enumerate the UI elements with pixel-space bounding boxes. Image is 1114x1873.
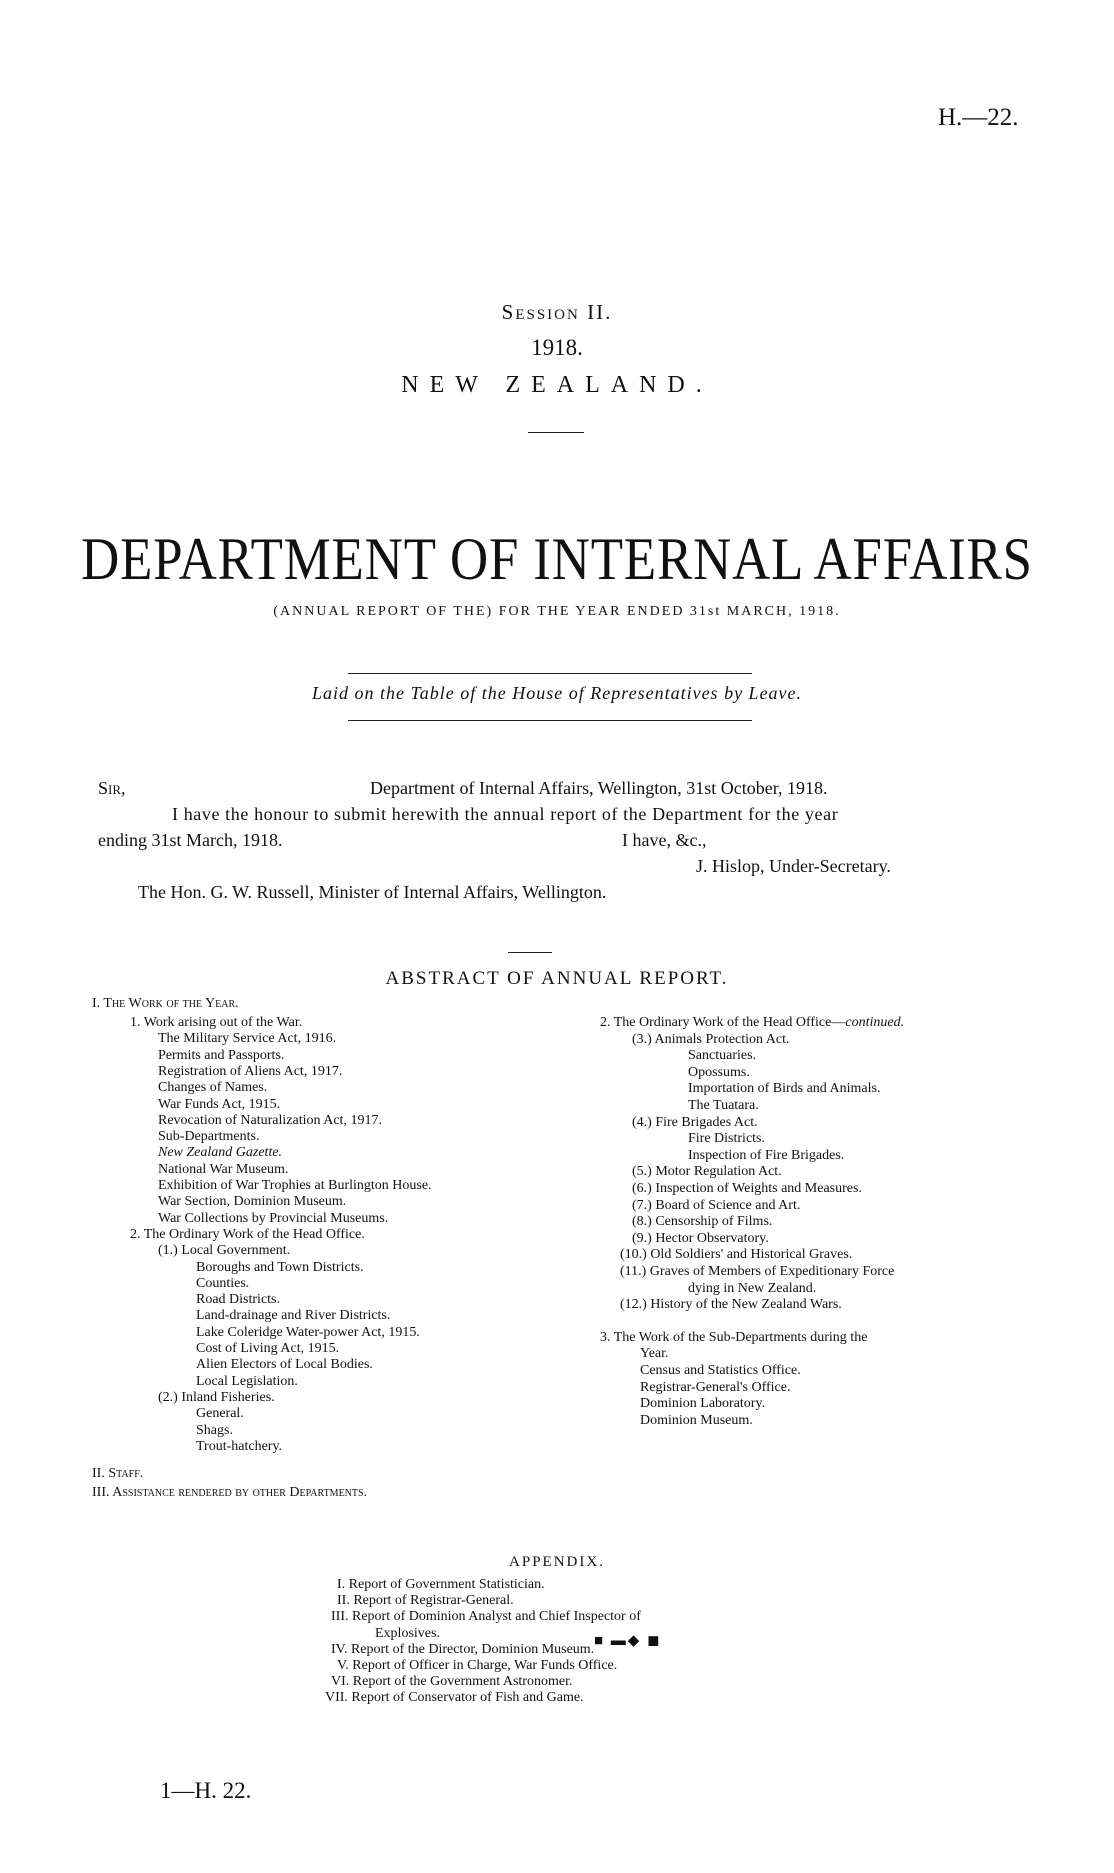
abstract-heading: ABSTRACT OF ANNUAL REPORT.	[385, 968, 729, 989]
footer-signature: 1—H. 22.	[160, 1778, 252, 1803]
abstract-item: Counties.	[196, 1276, 250, 1291]
letter-body-line: I have the honour to submit herewith the annual report of the Department for the year	[172, 804, 839, 824]
abstract-item: Boroughs and Town Districts.	[196, 1260, 364, 1275]
abstract-item: Changes of Names.	[158, 1080, 268, 1095]
document-title: DEPARTMENT OF INTERNAL AFFAIRS	[81, 526, 1033, 592]
appendix-item: VII. Report of Conservator of Fish and Game.	[325, 1690, 584, 1706]
abstract-item: (7.) Board of Science and Art.	[632, 1198, 801, 1213]
abstract-item: Registration of Aliens Act, 1917.	[158, 1064, 343, 1079]
document-subtitle: (ANNUAL REPORT OF THE) FOR THE YEAR ENDED 31st MARCH, 1918.	[273, 604, 841, 619]
abstract-item: Importation of Birds and Animals.	[688, 1081, 881, 1096]
abstract-section-title: II. Staff.	[92, 1466, 144, 1481]
divider	[348, 673, 752, 674]
page-reference: H.—22.	[938, 104, 1019, 131]
letter-body-line: ending 31st March, 1918.	[98, 830, 283, 850]
divider	[528, 432, 584, 433]
abstract-item: New Zealand Gazette.	[158, 1145, 283, 1160]
abstract-item: dying in New Zealand.	[688, 1281, 817, 1296]
appendix-item: IV. Report of the Director, Dominion Museum.	[331, 1641, 595, 1657]
abstract-item: Cost of Living Act, 1915.	[196, 1341, 340, 1356]
abstract-item: Sanctuaries.	[688, 1048, 757, 1063]
abstract-item: 2. The Ordinary Work of the Head Office—continued.	[600, 1015, 905, 1030]
abstract-item: (6.) Inspection of Weights and Measures.	[632, 1181, 862, 1196]
divider	[508, 952, 552, 953]
abstract-item: (1.) Local Government.	[158, 1243, 291, 1258]
abstract-item: 3. The Work of the Sub-Departments during the	[600, 1330, 868, 1345]
abstract-item: 1. Work arising out of the War.	[130, 1015, 303, 1030]
abstract-item: (8.) Censorship of Films.	[632, 1214, 773, 1229]
abstract-item: War Funds Act, 1915.	[158, 1097, 281, 1112]
abstract-item: The Military Service Act, 1916.	[158, 1031, 337, 1046]
appendix-item: VI. Report of the Government Astronomer.	[331, 1674, 573, 1690]
appendix-item: II. Report of Registrar-General.	[337, 1593, 514, 1609]
abstract-item: The Tuatara.	[688, 1098, 759, 1113]
letter-signature: J. Hislop, Under-Secretary.	[696, 856, 891, 876]
abstract-item: Opossums.	[688, 1065, 750, 1080]
abstract-item: (9.) Hector Observatory.	[632, 1231, 769, 1246]
abstract-item: Trout-hatchery.	[196, 1439, 283, 1454]
abstract-item: National War Museum.	[158, 1162, 289, 1177]
abstract-item: Road Districts.	[196, 1292, 280, 1307]
abstract-item: (5.) Motor Regulation Act.	[632, 1164, 782, 1179]
abstract-item: Year.	[640, 1346, 669, 1361]
appendix-item: I. Report of Government Statistician.	[337, 1577, 545, 1592]
abstract-item: Land-drainage and River Districts.	[196, 1308, 391, 1323]
abstract-item: (3.) Animals Protection Act.	[632, 1032, 790, 1047]
abstract-section-title: III. Assistance rendered by other Departments.	[92, 1485, 368, 1500]
country-label: NEW ZEALAND.	[401, 372, 713, 398]
abstract-item: Registrar-General's Office.	[640, 1380, 791, 1395]
letter-dateline: Department of Internal Affairs, Wellington, 31st October, 1918.	[370, 778, 828, 798]
abstract-item: 2. The Ordinary Work of the Head Office.	[130, 1227, 365, 1242]
divider	[348, 720, 752, 721]
stamp-mark: ■ ▬◆ ◼	[594, 1633, 662, 1649]
session-label: Session II.	[501, 300, 613, 324]
letter-closing: I have, &c.,	[622, 830, 707, 850]
abstract-item: (2.) Inland Fisheries.	[158, 1390, 275, 1405]
abstract-item: Local Legislation.	[196, 1374, 298, 1389]
continued-marker: continued.	[845, 1015, 905, 1030]
abstract-item: Shags.	[196, 1423, 233, 1438]
abstract-item: Census and Statistics Office.	[640, 1363, 801, 1378]
abstract-item: (12.) History of the New Zealand Wars.	[620, 1297, 842, 1312]
abstract-item: Inspection of Fire Brigades.	[688, 1148, 845, 1163]
appendix-item: Explosives.	[375, 1625, 440, 1641]
abstract-item: Lake Coleridge Water-power Act, 1915.	[196, 1325, 420, 1340]
abstract-item: Dominion Laboratory.	[640, 1396, 766, 1411]
letter-addressee: The Hon. G. W. Russell, Minister of Internal Affairs, Wellington.	[138, 882, 607, 902]
letter-salutation: Sir,	[98, 778, 126, 798]
laid-on-table-line: Laid on the Table of the House of Representatives by Leave.	[311, 683, 803, 703]
abstract-item: Alien Electors of Local Bodies.	[196, 1357, 373, 1372]
abstract-item: Revocation of Naturalization Act, 1917.	[158, 1113, 382, 1128]
abstract-item: War Collections by Provincial Museums.	[158, 1211, 389, 1226]
abstract-item: General.	[196, 1406, 244, 1421]
abstract-item: War Section, Dominion Museum.	[158, 1194, 347, 1209]
abstract-item: Fire Districts.	[688, 1131, 765, 1146]
abstract-item: (11.) Graves of Members of Expeditionary Force	[620, 1264, 895, 1279]
abstract-section-title: I. The Work of the Year.	[92, 996, 239, 1011]
abstract-item: Exhibition of War Trophies at Burlington House.	[158, 1178, 432, 1193]
abstract-item: Permits and Passports.	[158, 1048, 285, 1063]
appendix-heading: APPENDIX.	[509, 1554, 605, 1570]
appendix-item: V. Report of Officer in Charge, War Funds Office.	[337, 1658, 618, 1673]
abstract-item: (4.) Fire Brigades Act.	[632, 1115, 758, 1130]
appendix-item: III. Report of Dominion Analyst and Chief Inspector of	[331, 1609, 641, 1625]
abstract-item: Sub-Departments.	[158, 1129, 260, 1144]
abstract-item: Dominion Museum.	[640, 1413, 753, 1428]
abstract-item: (10.) Old Soldiers' and Historical Graves.	[620, 1247, 853, 1262]
year-label: 1918.	[531, 335, 583, 360]
